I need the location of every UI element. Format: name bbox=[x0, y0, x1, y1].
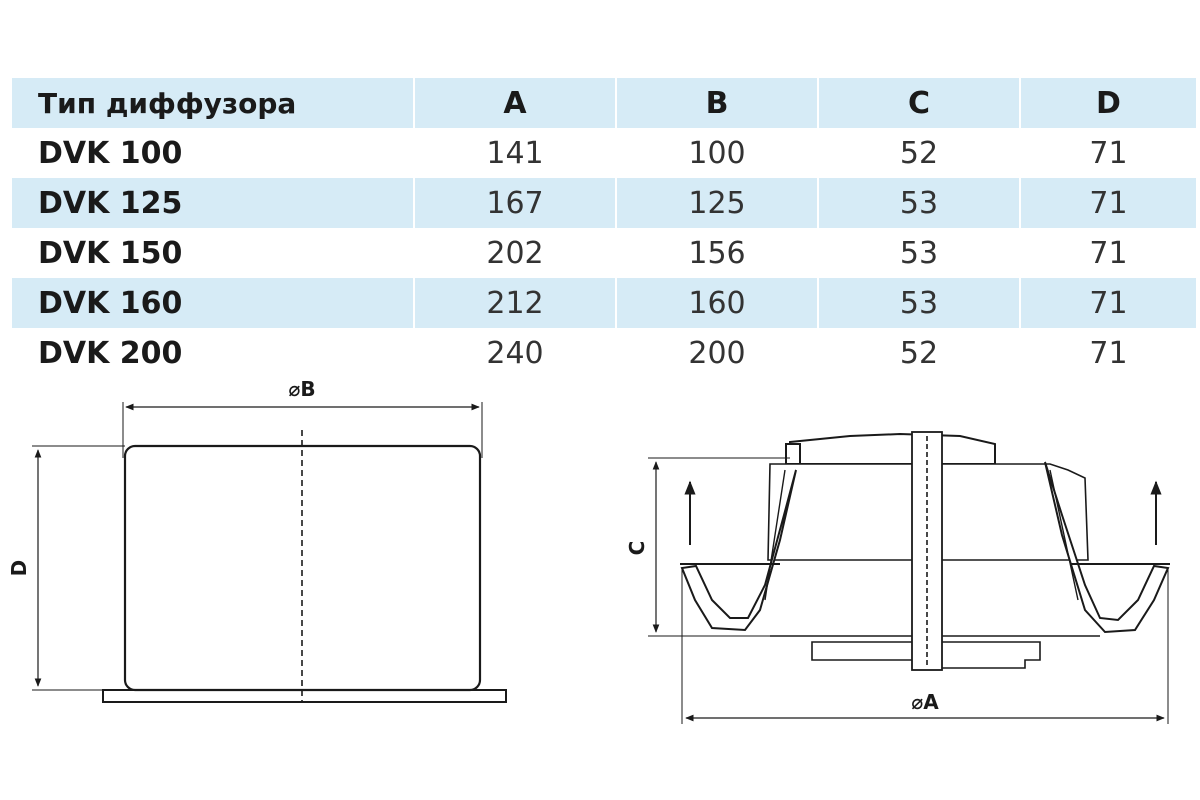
table-row bbox=[12, 228, 1196, 278]
side-view-drawing bbox=[32, 402, 506, 702]
cell-c: 53 bbox=[818, 278, 1020, 328]
table-header-row bbox=[12, 78, 1196, 128]
front-view-drawing bbox=[648, 432, 1170, 724]
cell-d: 71 bbox=[1020, 128, 1196, 178]
cell-d: 71 bbox=[1020, 228, 1196, 278]
cell-a: 240 bbox=[414, 328, 616, 378]
cell-b: 125 bbox=[616, 178, 818, 228]
cell-c: 52 bbox=[818, 128, 1020, 178]
base-plate bbox=[103, 690, 506, 702]
cell-b: 160 bbox=[616, 278, 818, 328]
header-d: D bbox=[1020, 78, 1196, 128]
row-name: DVK 125 bbox=[12, 178, 414, 228]
row-name: DVK 150 bbox=[38, 235, 183, 271]
dimensions-table bbox=[12, 78, 1196, 378]
cell-c: 53 bbox=[818, 228, 1020, 278]
cell-a: 141 bbox=[414, 128, 616, 178]
table-row bbox=[12, 128, 1196, 178]
cell-a: 167 bbox=[414, 178, 616, 228]
header-a: A bbox=[414, 78, 616, 128]
label-height-d: D bbox=[7, 559, 31, 577]
header-type: Тип диффузора bbox=[12, 78, 414, 128]
label-diameter-a: ⌀A bbox=[911, 690, 939, 714]
top-cap bbox=[790, 434, 995, 464]
cell-d: 71 bbox=[1020, 278, 1196, 328]
cell-a: 212 bbox=[414, 278, 616, 328]
cell-c: 53 bbox=[818, 178, 1020, 228]
table-row bbox=[12, 178, 1196, 228]
cell-a: 202 bbox=[414, 228, 616, 278]
header-c: C bbox=[818, 78, 1020, 128]
cell-b: 100 bbox=[616, 128, 818, 178]
table-row bbox=[12, 278, 1196, 328]
cell-c: 52 bbox=[818, 328, 1020, 378]
row-name: DVK 100 bbox=[38, 135, 183, 171]
cell-b: 200 bbox=[616, 328, 818, 378]
row-name: DVK 200 bbox=[38, 335, 183, 371]
label-height-c: C bbox=[625, 540, 649, 556]
label-diameter-b: ⌀B bbox=[288, 377, 316, 401]
technical-drawing bbox=[0, 370, 1200, 800]
cell-b: 156 bbox=[616, 228, 818, 278]
cell-d: 71 bbox=[1020, 178, 1196, 228]
cell-d: 71 bbox=[1020, 328, 1196, 378]
row-name: DVK 160 bbox=[12, 278, 414, 328]
header-b: B bbox=[616, 78, 818, 128]
